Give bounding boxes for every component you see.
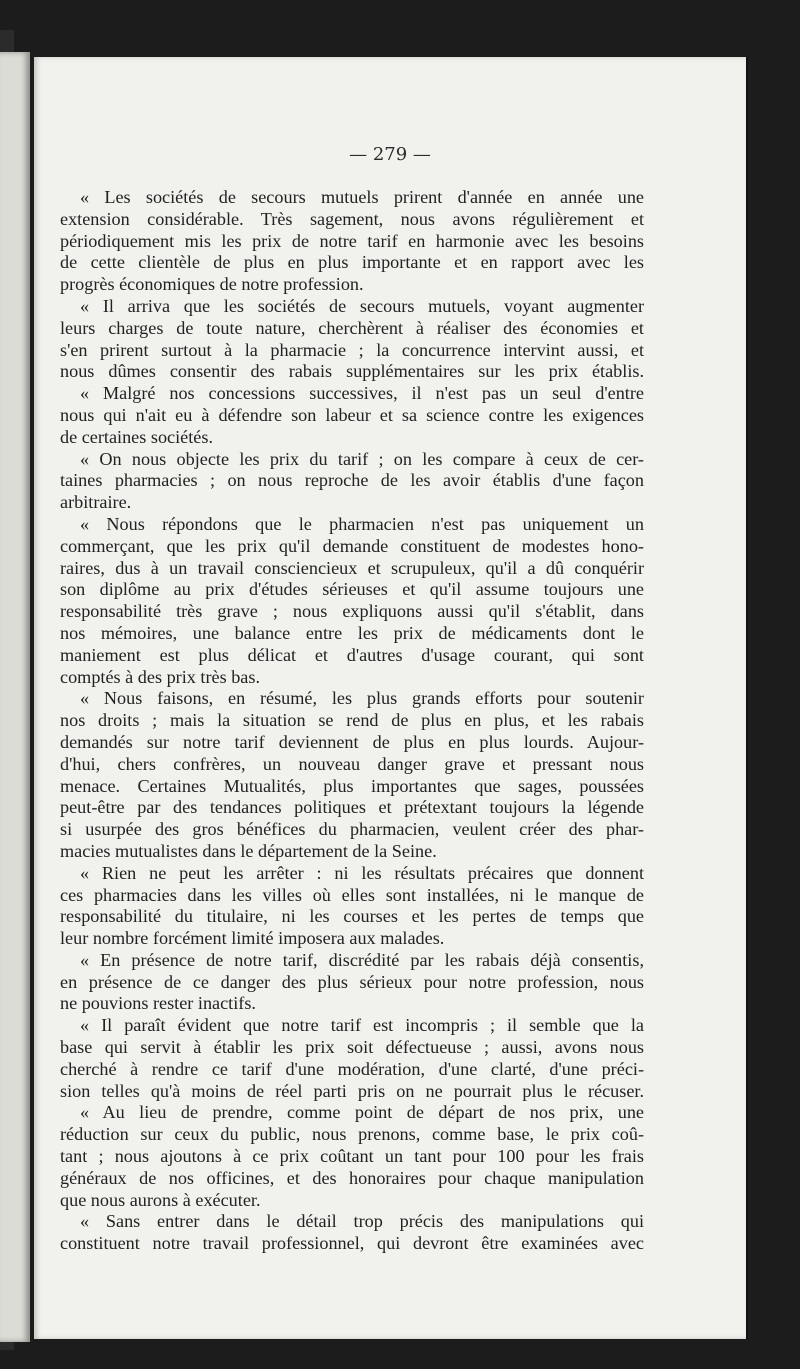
text-line: généraux de nos officines, et des honoraires pour chaque manipulation: [60, 1167, 644, 1188]
text-line: nous qui n'ait eu à défendre son labeur et sa science contre les exigences: [60, 404, 644, 425]
text-line: périodiquement mis les prix de notre tarif en harmonie avec les besoins: [60, 230, 644, 251]
text-line: « Malgré nos concessions successives, il n'est pas un seul d'entre: [80, 383, 644, 404]
text-line: responsabilité très grave ; nous expliquons aussi qu'il s'établit, dans: [60, 601, 644, 622]
text-line: nos droits ; mais la situation se rend de plus en plus, et les rabais: [60, 710, 644, 731]
text-line: « Rien ne peut les arrêter : ni les résultats précaires que donnent: [80, 862, 644, 883]
text-line: ne pouvions rester inactifs.: [60, 993, 256, 1014]
text-line: réduction sur ceux du public, nous prenons, comme base, le prix coû-: [60, 1124, 644, 1145]
text-line: « Il paraît évident que notre tarif est incompris ; il semble que la: [80, 1015, 644, 1036]
facing-page-edge: [0, 52, 30, 1342]
text-line: taines pharmacies ; on nous reproche de les avoir établis d'une façon: [60, 470, 644, 491]
text-line: tant ; nous ajoutons à ce prix coûtant un tant pour 100 pour les frais: [60, 1146, 644, 1167]
text-line: demandés sur notre tarif deviennent de plus en plus lourds. Aujour-: [60, 731, 644, 752]
text-line: sion telles qu'à moins de réel parti pris on ne pourrait plus le récuser.: [60, 1080, 644, 1101]
text-line: en présence de ce danger des plus sérieux pour notre profession, nous: [60, 971, 644, 992]
text-line: « Nous répondons que le pharmacien n'est pas uniquement un: [80, 513, 644, 534]
text-line: maniement est plus délicat et d'autres d'usage courant, qui sont: [60, 644, 644, 665]
page-number-area: [34, 0, 746, 200]
text-line: cherché à rendre ce tarif d'une modération, d'une clarté, d'une préci-: [60, 1058, 644, 1079]
text-line: « Au lieu de prendre, comme point de départ de nos prix, une: [80, 1102, 644, 1123]
text-line: de cette clientèle de plus en plus importante et en rapport avec les: [60, 252, 644, 273]
text-line: d'hui, chers confrères, un nouveau danger grave et pressant nous: [60, 753, 644, 774]
text-line: comptés à des prix très bas.: [60, 666, 261, 687]
text-line: base qui servit à établir les prix soit défectueuse ; aussi, avons nous: [60, 1037, 644, 1058]
text-line: constituent notre travail professionnel, qui devront être examinées avec: [60, 1233, 644, 1254]
text-line: si usurpée des gros bénéfices du pharmacien, veulent créer des phar-: [60, 819, 644, 840]
text-line: peut-être par des tendances politiques et prétextant toujours la légende: [60, 797, 644, 818]
text-line: « Il arriva que les sociétés de secours mutuels, voyant augmenter: [80, 295, 644, 316]
text-line: menace. Certaines Mutualités, plus importantes que sages, poussées: [60, 775, 644, 796]
text-line: s'en prirent surtout à la pharmacie ; la concurrence intervint aussi, et: [60, 339, 644, 360]
text-line: macies mutualistes dans le département de la Seine.: [60, 840, 437, 861]
page-number: — 279 —: [349, 144, 431, 165]
text-line: nos mémoires, une balance entre les prix de médicaments dont le: [60, 622, 644, 643]
text-line: commerçant, que les prix qu'il demande constituent de modestes hono-: [60, 535, 644, 556]
text-line: leur nombre forcément limité imposera aux malades.: [60, 928, 445, 949]
text-line: arbitraire.: [60, 492, 132, 513]
text-line: nous dûmes consentir des rabais supplémentaires sur les prix établis.: [60, 361, 644, 382]
text-line: responsabilité du titulaire, ni les courses et les pertes de temps que: [60, 906, 644, 927]
text-line: que nous aurons à exécuter.: [60, 1189, 261, 1210]
text-line: « On nous objecte les prix du tarif ; on les compare à ceux de cer-: [80, 448, 644, 469]
text-line: raires, dus à un travail consciencieux et scrupuleux, qu'il a dû conquérir: [60, 557, 644, 578]
text-line: « Nous faisons, en résumé, les plus grands efforts pour soutenir: [80, 688, 644, 709]
text-line: son diplôme au prix d'études sérieuses et qu'il assume toujours une: [60, 579, 644, 600]
text-line: « Sans entrer dans le détail trop précis des manipulations qui: [80, 1211, 644, 1232]
text-line: « Les sociétés de secours mutuels prirent d'année en année une: [80, 187, 644, 207]
text-line: de certaines sociétés.: [60, 426, 214, 447]
text-line: leurs charges de toute nature, cherchèrent à réaliser des économies et: [60, 317, 644, 338]
text-line: « En présence de notre tarif, discrédité par les rabais déjà consentis,: [80, 949, 644, 970]
text-line: progrès économiques de notre profession.: [60, 274, 364, 295]
body-text: [60, 187, 644, 1255]
text-line: extension considérable. Très sagement, nous avons régulièrement et: [60, 208, 644, 229]
text-line: ces pharmacies dans les villes où elles sont installées, ni le manque de: [60, 884, 644, 905]
